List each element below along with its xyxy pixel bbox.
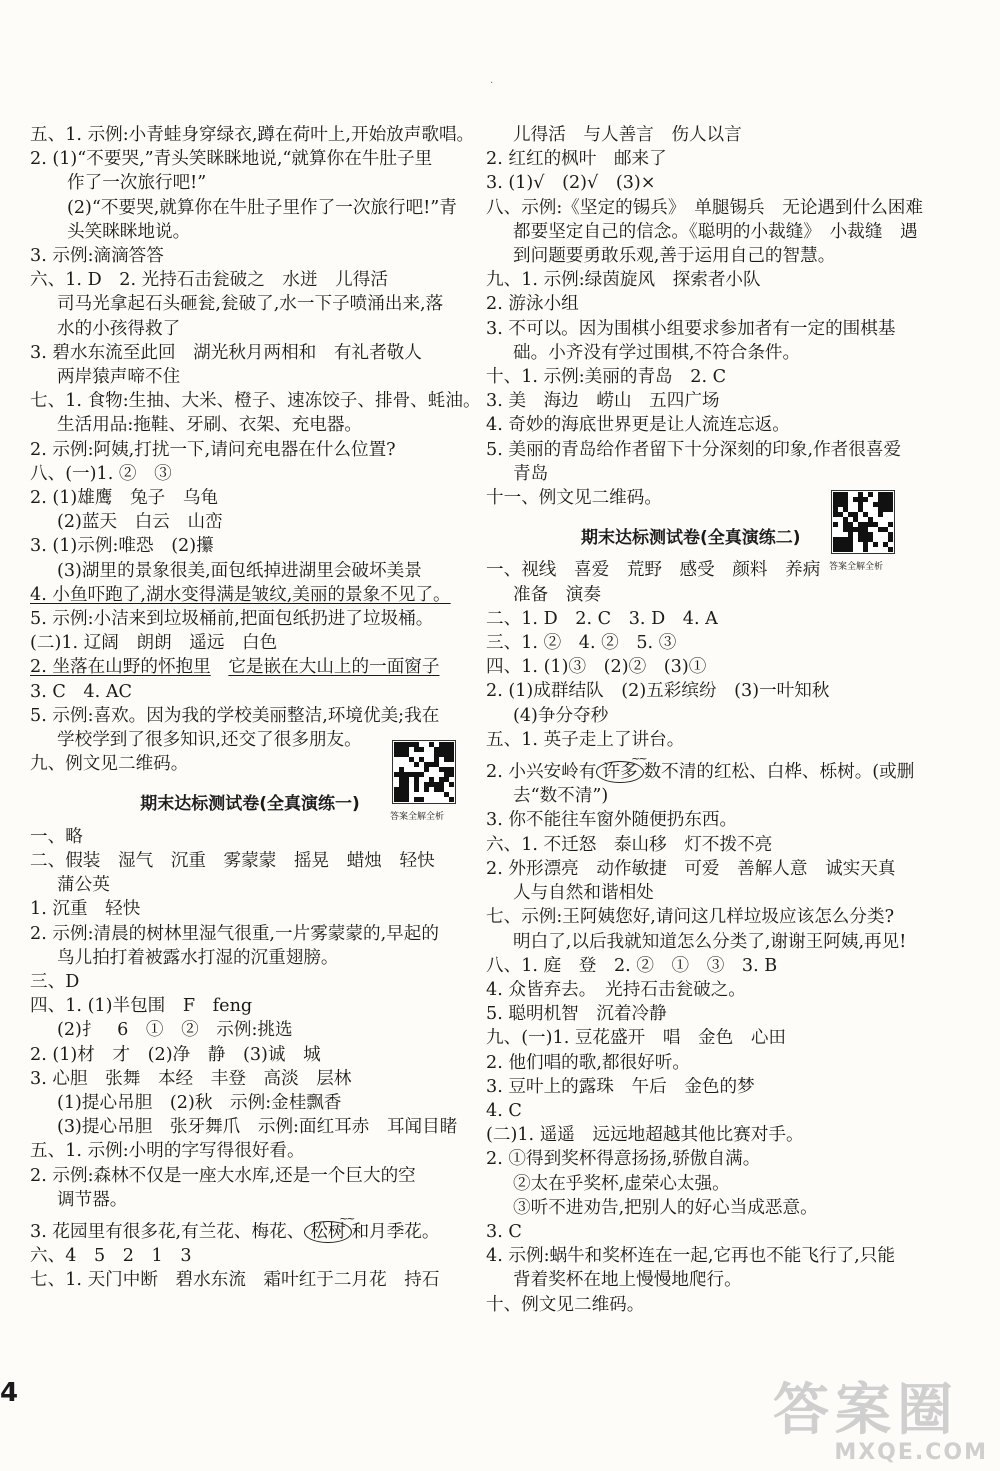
- qr-caption: 答案全解全析: [390, 812, 445, 823]
- answer-line: 青岛: [513, 463, 549, 484]
- answer-text: 3. 花园里有很多花,有兰花、梅花、: [30, 1221, 305, 1242]
- answer-line: 八、1. 庭 登 2. ② ① ③ 3. B: [486, 955, 778, 976]
- qr-module: [888, 507, 893, 512]
- right-column: [486, 123, 923, 1317]
- answer-line: 3. 你不能往车窗外随便扔东西。: [486, 810, 738, 831]
- answer-line: 3. (1)√ (2)√ (3)×: [486, 173, 656, 194]
- answer-line: 3. 碧水东流至此回 湖光秋月两相和 有礼者敬人: [30, 342, 422, 363]
- watermark-main: 答案圈: [773, 1378, 959, 1443]
- answer-line: 4. 示例:蜗牛和奖杯连在一起,它再也不能飞行了,只能: [486, 1246, 895, 1267]
- answer-line: 2. ①得到奖杯得意扬扬,骄傲自满。: [486, 1149, 761, 1170]
- answer-line: 3. (1)示例:唯恐 (2)攥: [30, 536, 214, 557]
- underlined-answer: 它是嵌在大山上的一面窗子: [228, 657, 440, 678]
- qr-module: [863, 497, 868, 502]
- answer-text: 数不清的红松、白桦、栎树。(或删: [643, 762, 915, 783]
- answer-text: 和月季花。: [351, 1221, 440, 1242]
- qr-module: [873, 542, 878, 547]
- answer-line: 九、(一)1. 豆花盛开 唱 金色 心田: [486, 1028, 787, 1049]
- answer-line: (2)扌 6 ① ② 示例:挑选: [57, 1020, 293, 1041]
- answer-line: 十、例文见二维码。: [486, 1294, 645, 1315]
- answer-line: (3)提心吊胆 张牙舞爪 示例:面红耳赤 耳闻目睹: [57, 1117, 458, 1138]
- answer-line: 十一、例文见二维码。: [486, 488, 662, 509]
- answer-line: 5. 聪明机智 沉着冷静: [486, 1004, 667, 1025]
- answer-line: 水的小孩得救了: [57, 318, 181, 339]
- answer-line: 5. 美丽的青岛给作者留下十分深刻的印象,作者很喜爱: [486, 439, 902, 460]
- qr-module: [449, 757, 454, 762]
- answer-line: 2. 外形漂亮 动作敏捷 可爱 善解人意 诚实天真: [486, 858, 896, 879]
- answer-line: 背着奖杯在地上慢慢地爬行。: [513, 1270, 742, 1291]
- answer-line: 2. 红红的枫叶 邮来了: [486, 149, 667, 170]
- answer-line: 司马光拿起石头砸瓮,瓮破了,水一下子喷涌出来,落: [57, 294, 444, 315]
- answer-line: [30, 1220, 470, 1244]
- answer-line: 二、假装 湿气 沉重 雾蒙蒙 摇晃 蜡烛 轻快: [30, 850, 435, 871]
- answer-line: (1)提心吊胆 (2)秋 示例:金桂飘香: [57, 1092, 342, 1113]
- qr-module: [878, 512, 883, 517]
- answer-line: 生活用品:拖鞋、牙刷、衣架、充电器。: [57, 415, 363, 436]
- answer-line: 八、示例:《坚定的锡兵》 单腿锡兵 无论遇到什么困难: [486, 197, 923, 218]
- qr-module: [888, 547, 893, 552]
- answer-line: 5. 示例:喜欢。因为我的学校美丽整洁,环境优美;我在: [30, 705, 440, 726]
- answer-line: 人与自然和谐相处: [513, 883, 654, 904]
- watermark-logo: [773, 1366, 988, 1465]
- exam1-header: [30, 792, 470, 823]
- answer-line: (4)争分夺秒: [513, 705, 609, 726]
- answer-line: 都要坚定自己的信念。《聪明的小裁缝》 小裁缝 遇: [513, 221, 918, 242]
- answer-line: 四、1. (1)半包围 F feng: [30, 996, 253, 1017]
- answer-line: (2)蓝天 白云 山峦: [57, 512, 223, 533]
- answer-line: 三、1. ② 4. ② 5. ③: [486, 633, 677, 654]
- answer-line: 鸟儿拍打着被露水打湿的沉重翅膀。: [57, 947, 339, 968]
- qr-module: [449, 797, 454, 802]
- answer-line: 2. (1)材 才 (2)净 静 (3)诚 城: [30, 1044, 321, 1065]
- answer-line-underlined: 4. 小鱼吓跑了,湖水变得满是皱纹,美丽的景象不见了。: [30, 584, 451, 605]
- answer-line: 5. 示例:小洁来到垃圾桶前,把面包纸扔进了垃圾桶。: [30, 609, 434, 630]
- qr-module: [888, 522, 893, 527]
- answer-line: (3)湖里的景象很美,面包纸掉进湖里会破坏美景: [57, 560, 422, 581]
- underlined-answer: 2. 坐落在山野的怀抱里: [30, 657, 211, 678]
- qr-module: [449, 772, 454, 777]
- qr-module: [419, 747, 424, 752]
- answer-line: 六、1. 不迁怒 泰山移 灯不拨不亮: [486, 834, 773, 855]
- answer-line: 4. 奇妙的海底世界更是让人流连忘返。: [486, 415, 790, 436]
- answer-line: 到问题要勇敢乐观,善于运用自己的智慧。: [513, 246, 836, 267]
- answer-line: 2. 示例:森林不仅是一座大水库,还是一个巨大的空: [30, 1165, 416, 1186]
- answer-line: 调节器。: [57, 1189, 128, 1210]
- answer-line: 作了一次旅行吧!”: [67, 173, 207, 194]
- qr-module: [414, 762, 419, 767]
- answer-line: 六、1. D 2. 光持石击瓮破之 水迸 儿得活: [30, 270, 388, 291]
- qr-module: [848, 547, 853, 552]
- answer-line: 四、1. (1)③ (2)② (3)①: [486, 657, 707, 678]
- qr-module: [868, 492, 873, 497]
- answer-line: 五、1. 示例:小明的字写得很好看。: [30, 1141, 305, 1162]
- answer-line: ③听不进劝告,把别人的好心当成恶意。: [513, 1197, 818, 1218]
- answer-line: 十、1. 示例:美丽的青岛 2. C: [486, 367, 727, 388]
- answer-line: 蒲公英: [57, 875, 110, 896]
- answer-line: (二)1. 遥遥 远远地超越其他比赛对手。: [486, 1125, 804, 1146]
- qr-module: [863, 547, 868, 552]
- answer-line: 七、1. 食物:生抽、大米、橙子、速冻饺子、排骨、蚝油。: [30, 391, 481, 412]
- answer-line: 3. 豆叶上的露珠 午后 金色的梦: [486, 1076, 755, 1097]
- answer-line: 头笑眯眯地说。: [67, 221, 191, 242]
- exam1-title: 期末达标测试卷(全真演练一): [140, 794, 360, 815]
- answer-line: 3. C: [486, 1221, 522, 1242]
- answer-line: 二、1. D 2. C 3. D 4. A: [486, 608, 718, 629]
- answer-line: 3. 示例:滴滴答答: [30, 246, 164, 267]
- circled-word: 许多 ~~: [596, 761, 643, 783]
- answer-line: 五、1. 示例:小青蛙身穿绿衣,蹲在荷叶上,开始放声歌唱。: [30, 125, 475, 145]
- answer-line: [486, 760, 915, 784]
- answer-line: 一、视线 喜爱 荒野 感受 颜料 养病: [486, 560, 821, 581]
- qr-module: [419, 772, 424, 777]
- qr-module: [404, 797, 409, 802]
- answer-line: 2. (1)“不要哭,”青头笑眯眯地说,“就算你在牛肚子里: [30, 149, 433, 170]
- answer-line: 六、4 5 2 1 3: [30, 1246, 192, 1267]
- answer-line: 八、(一)1. ② ③: [30, 463, 172, 484]
- answer-line: 明白了,以后我就知道怎么分类了,谢谢王阿姨,再见!: [513, 931, 907, 952]
- answer-line: 2. (1)雄鹰 兔子 乌龟: [30, 488, 219, 509]
- answer-line: 去“数不清”): [513, 786, 609, 807]
- answer-line: 三、D: [30, 971, 80, 992]
- qr-module: [833, 522, 838, 527]
- answer-line: 2. 示例:清晨的树林里湿气很重,一片雾蒙蒙的,早起的: [30, 923, 439, 944]
- answer-line: (二)1. 辽阔 朗朗 遥远 白色: [30, 633, 278, 654]
- answer-line: 2. 示例:阿姨,打扰一下,请问充电器在什么位置?: [30, 439, 396, 460]
- answer-line: 儿得活 与人善言 伤人以言: [513, 125, 742, 145]
- answer-line: 九、1. 示例:绿茵旋风 探索者小队: [486, 270, 761, 291]
- answer-line: 4. 众皆弃去。 光持石击瓮破之。: [486, 979, 746, 1000]
- qr-module: [424, 787, 429, 792]
- answer-line: 3. C 4. AC: [30, 681, 132, 702]
- answer-line: ②太在乎奖杯,虚荣心太强。: [513, 1173, 730, 1194]
- page-dot: ·: [490, 78, 494, 89]
- qr-module: [449, 782, 454, 787]
- qr-module: [424, 767, 429, 772]
- answer-line: 3. 美 海边 崂山 五四广场: [486, 391, 720, 412]
- qr-module: [419, 797, 424, 802]
- answer-line: 2. (1)成群结队 (2)五彩缤纷 (3)一叶知秋: [486, 681, 830, 702]
- answer-line: 2. 他们唱的歌,都很好听。: [486, 1052, 690, 1073]
- answer-line: (2)“不要哭,就算你在牛肚子里作了一次旅行吧!”青: [67, 197, 457, 218]
- answer-line: 两岸猿声啼不住: [57, 367, 181, 388]
- qr-module: [414, 787, 419, 792]
- left-column: [30, 123, 481, 1293]
- answer-line: 础。小齐没有学过围棋,不符合条件。: [513, 342, 801, 363]
- watermark-sub: MXQE.COM: [834, 1440, 988, 1465]
- answer-line: 2. 游泳小组: [486, 294, 579, 315]
- answer-line: 五、1. 英子走上了讲台。: [486, 729, 685, 750]
- answer-line: 3. 心胆 张舞 本经 丰登 高淡 层林: [30, 1068, 352, 1089]
- answer-line: 1. 沉重 轻快: [30, 899, 141, 920]
- qr-caption: 答案全解全析: [829, 562, 884, 573]
- answer-text: 2. 小兴安岭有: [486, 762, 597, 783]
- answer-line: 一、略: [30, 826, 83, 847]
- qr-code[interactable]: [831, 490, 895, 554]
- exam2-title: 期末达标测试卷(全真演练二): [581, 528, 801, 549]
- answer-line: 七、1. 天门中断 碧水东流 霜叶红于二月花 持石: [30, 1270, 440, 1291]
- answer-line: 七、示例:王阿姨您好,请问这几样垃圾应该怎么分类?: [486, 907, 895, 928]
- answer-line: [30, 655, 470, 679]
- answer-line: 4. C: [486, 1100, 522, 1121]
- answer-line: 3. 不可以。因为围棋小组要求参加者有一定的围棋基: [486, 318, 896, 339]
- circled-word: 松树 ~~: [304, 1221, 351, 1243]
- qr-module: [888, 537, 893, 542]
- qr-code[interactable]: [392, 740, 456, 804]
- answer-line: 九、例文见二维码。: [30, 754, 189, 775]
- answer-line: 准备 演奏: [513, 584, 601, 605]
- page-number: 4: [0, 1378, 19, 1408]
- answer-line: 学校学到了很多知识,还交了很多朋友。: [57, 730, 362, 751]
